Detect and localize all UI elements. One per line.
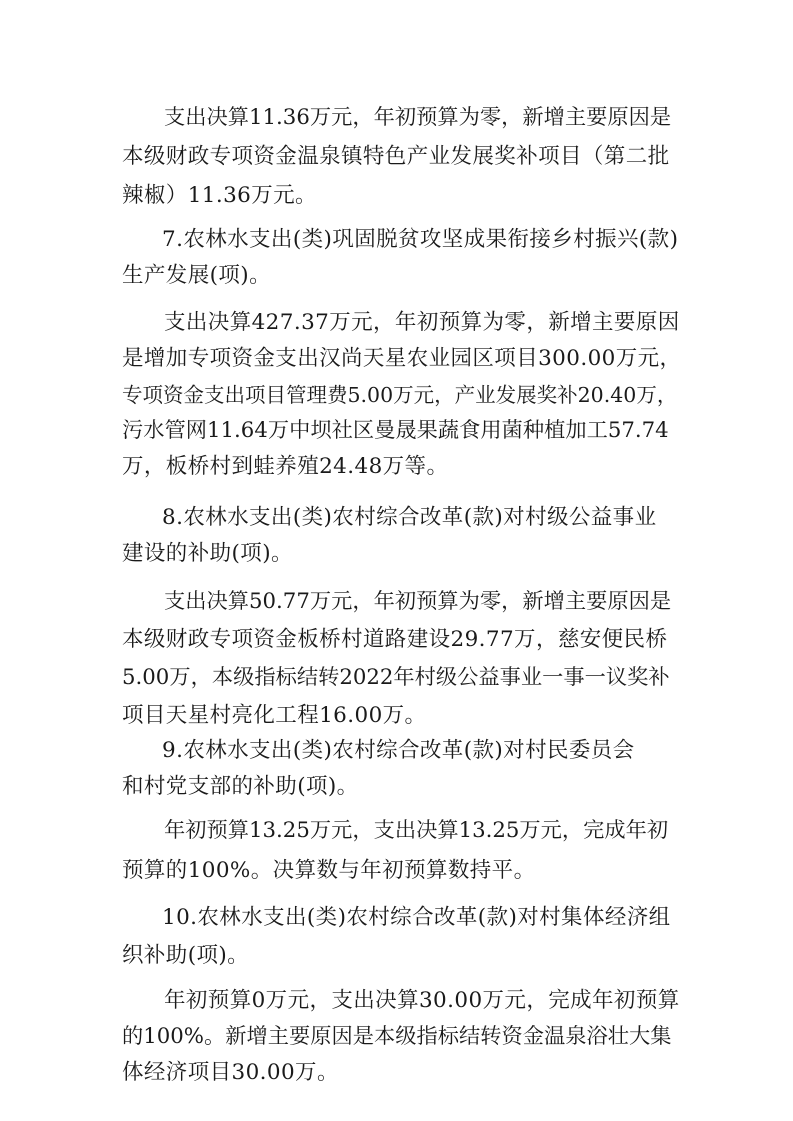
text-line: 万，板桥村到蛙养殖24.48万等。	[122, 454, 449, 479]
body-paragraph	[122, 983, 682, 1091]
body-paragraph	[122, 100, 682, 214]
text-line: 5.00万，本级指标结转2022年村级公益事业一事一议奖补	[122, 665, 670, 690]
text-line: 专项资金支出项目管理费5.00万元，产业发展奖补20.40万，	[122, 383, 678, 407]
heading-line: 生产发展(项)。	[122, 263, 271, 288]
heading-line: 7.农林水支出(类)巩固脱贫攻坚成果衔接乡村振兴(款)	[162, 227, 679, 252]
body-paragraph	[122, 584, 682, 734]
text-line: 项目天星村亮化工程16.00万。	[122, 703, 427, 728]
text-line: 支出决算50.77万元，年初预算为零，新增主要原因是	[164, 589, 672, 614]
text-line: 支出决算11.36万元，年初预算为零，新增主要原因是	[164, 105, 672, 130]
text-line: 的100%。新增主要原因是本级指标结转资金温泉浴壮大集	[122, 1024, 672, 1049]
heading-line: 10.农林水支出(类)农村综合改革(款)对村集体经济组	[162, 905, 671, 930]
section-heading	[122, 733, 682, 805]
section-heading	[122, 900, 682, 974]
text-line: 体经济项目30.00万。	[122, 1060, 339, 1085]
text-line: 年初预算0万元，支出决算30.00万元，完成年初预算	[164, 988, 680, 1013]
heading-line: 织补助(项)。	[122, 943, 250, 968]
text-line: 辣椒）11.36万元。	[122, 183, 317, 208]
heading-line: 8.农林水支出(类)农村综合改革(款)对村级公益事业	[162, 505, 657, 530]
text-line: 预算的100%。决算数与年初预算数持平。	[122, 858, 536, 883]
text-line: 是增加专项资金支出汉尚天星农业园区项目300.00万元，	[122, 346, 682, 371]
heading-line: 9.农林水支出(类)农村综合改革(款)对村民委员会	[162, 738, 635, 763]
section-heading	[122, 500, 682, 572]
text-line: 本级财政专项资金温泉镇特色产业发展奖补项目（第二批	[122, 144, 670, 169]
section-heading	[122, 222, 682, 294]
body-paragraph	[122, 813, 682, 889]
body-paragraph	[122, 305, 682, 485]
text-line: 年初预算13.25万元，支出决算13.25万元，完成年初	[164, 818, 669, 843]
heading-line: 和村党支部的补助(项)。	[122, 774, 359, 799]
text-line: 本级财政专项资金板桥村道路建设29.77万，慈安便民桥	[122, 627, 668, 652]
text-line: 污水管网11.64万中坝社区曼晟果蔬食用菌种植加工57.74	[122, 418, 669, 443]
text-line: 支出决算427.37万元，年初预算为零，新增主要原因	[164, 310, 680, 335]
heading-line: 建设的补助(项)。	[122, 541, 293, 566]
